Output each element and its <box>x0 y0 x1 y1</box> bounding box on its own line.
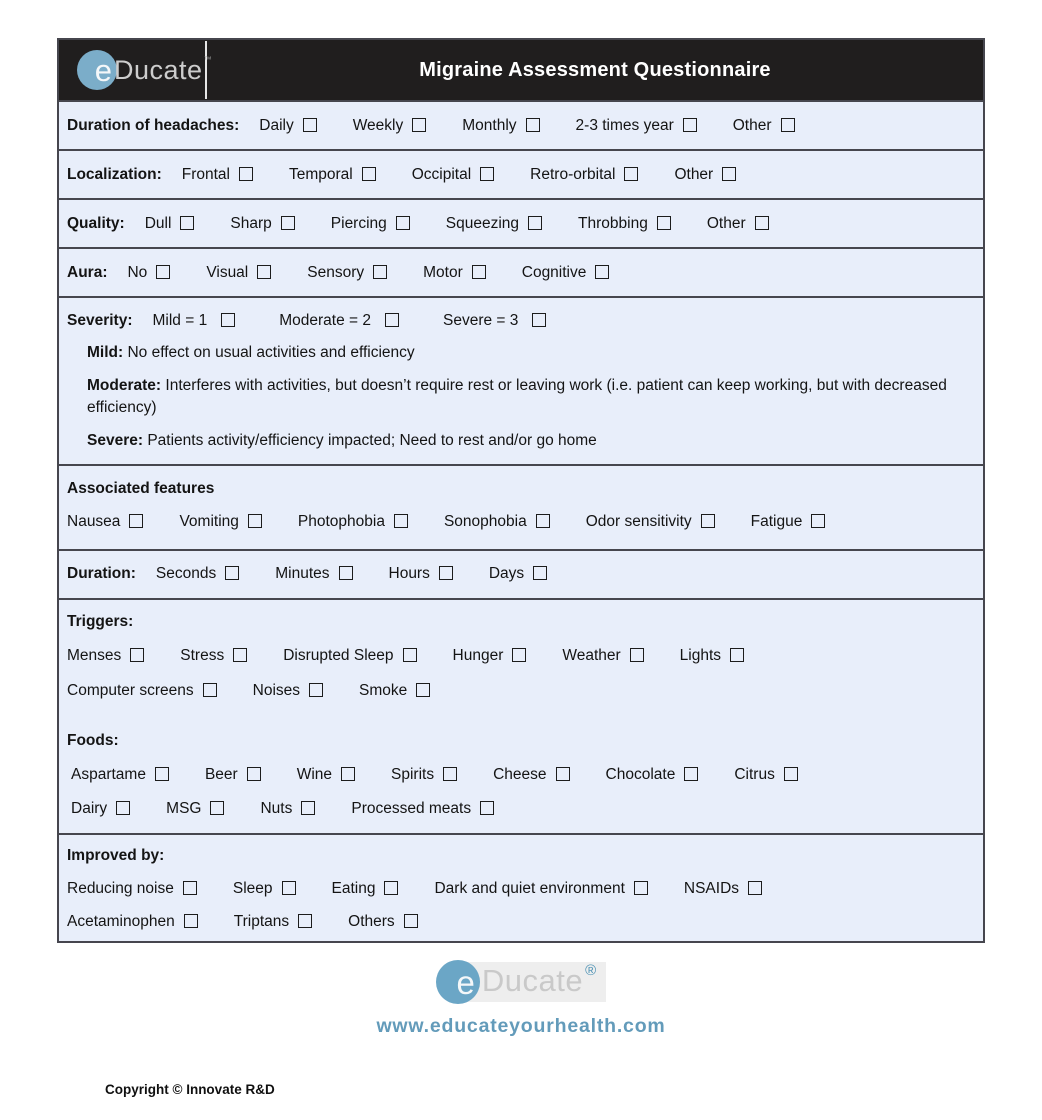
educate-logo <box>59 40 212 100</box>
section-label: Duration: <box>67 565 136 582</box>
checkbox[interactable] <box>301 801 315 815</box>
checkbox-option-label: Monthly <box>462 116 517 134</box>
checkbox[interactable] <box>512 648 526 662</box>
checkbox-option <box>707 215 769 233</box>
checkbox[interactable] <box>221 313 235 327</box>
checkbox-option-label: Sonophobia <box>443 512 527 530</box>
checkbox-option-label: Computer screens <box>67 681 194 699</box>
checkbox-option-label: Hunger <box>452 646 504 664</box>
checkbox-group <box>67 647 975 665</box>
checkbox-group <box>156 565 547 583</box>
checkbox[interactable] <box>210 801 224 815</box>
checkbox[interactable] <box>339 566 353 580</box>
checkbox-option <box>283 647 416 665</box>
checkbox[interactable] <box>755 216 769 230</box>
checkbox[interactable] <box>341 767 355 781</box>
checkbox-option <box>297 766 355 784</box>
checkbox-option-label: No <box>127 263 148 281</box>
section-severity <box>59 296 983 464</box>
checkbox[interactable] <box>416 683 430 697</box>
checkbox-option <box>453 647 527 665</box>
checkbox-option-label: Daily <box>259 116 294 134</box>
footer <box>0 960 1042 1097</box>
checkbox[interactable] <box>384 881 398 895</box>
checkbox[interactable] <box>203 683 217 697</box>
severity-term: Severe: <box>87 432 144 450</box>
checkbox[interactable] <box>239 167 253 181</box>
checkbox-option-label: Hours <box>388 565 430 582</box>
checkbox-option <box>348 913 418 931</box>
registered-symbol: ® <box>585 961 597 979</box>
checkbox[interactable] <box>298 914 312 928</box>
checkbox[interactable] <box>526 118 540 132</box>
checkbox-option <box>674 166 736 184</box>
form-header <box>59 40 983 100</box>
checkbox[interactable] <box>532 313 546 327</box>
checkbox-group <box>67 800 975 818</box>
checkbox[interactable] <box>394 514 408 528</box>
severity-text: Interferes with activities, but doesn’t require rest or leaving work (i.e. patient can keep working, but with decreased efficiency) <box>87 377 947 416</box>
checkbox-option-label: Motor <box>423 263 463 281</box>
checkbox-option <box>389 565 453 583</box>
checkbox-option-label: Sensory <box>307 263 365 281</box>
checkbox[interactable] <box>657 216 671 230</box>
checkbox-option <box>179 513 261 531</box>
checkbox-option-label: Minutes <box>275 565 330 582</box>
section-duration <box>59 549 983 598</box>
checkbox-option-label: Squeezing <box>445 214 520 232</box>
checkbox-option <box>578 215 671 233</box>
checkbox-option <box>71 800 130 818</box>
checkbox-option-label: Days <box>488 565 525 582</box>
checkbox[interactable] <box>385 313 399 327</box>
checkbox-option-label: Other <box>732 116 772 134</box>
checkbox[interactable] <box>624 167 638 181</box>
trademark-symbol: ™ <box>203 54 212 64</box>
checkbox-option <box>332 880 399 898</box>
educate-logo-text: Ducate <box>114 54 203 85</box>
section-label: Quality: <box>67 214 125 232</box>
checkbox-option-label: Dull <box>144 214 172 232</box>
checkbox[interactable] <box>748 881 762 895</box>
checkbox[interactable] <box>556 767 570 781</box>
checkbox-option-label: Other <box>706 214 746 232</box>
checkbox[interactable] <box>443 767 457 781</box>
checkbox-group <box>259 117 794 135</box>
checkbox-option <box>684 880 762 898</box>
section-label: Associated features <box>67 479 215 497</box>
checkbox-option <box>680 647 744 665</box>
checkbox-option-label: Piercing <box>330 214 387 232</box>
severity-scale-line <box>67 312 975 330</box>
checkbox-option-label: Triptans <box>233 912 290 930</box>
checkbox-option-label: Photophobia <box>297 512 385 530</box>
section-label: Duration of headaches: <box>67 116 240 134</box>
checkbox-option-label: Smoke <box>359 681 408 699</box>
checkbox-option-label: Seconds <box>155 565 217 582</box>
checkbox-option <box>233 880 296 898</box>
checkbox-option <box>489 565 547 583</box>
checkbox-option-label: Frontal <box>181 165 230 183</box>
checkbox-option-label: Processed meats <box>351 799 472 817</box>
checkbox-option <box>734 766 797 784</box>
checkbox[interactable] <box>373 265 387 279</box>
checkbox-option <box>166 800 224 818</box>
checkbox-option <box>423 264 486 282</box>
checkbox[interactable] <box>730 648 744 662</box>
checkbox-option-label: 2-3 times year <box>575 116 674 134</box>
checkbox-option <box>289 166 376 184</box>
checkbox-option <box>298 513 408 531</box>
checkbox-option <box>522 264 610 282</box>
checkbox-option-label: Fatigue <box>750 512 803 530</box>
checkbox[interactable] <box>412 118 426 132</box>
checkbox[interactable] <box>183 881 197 895</box>
checkbox[interactable] <box>403 648 417 662</box>
section-duration-of-headaches <box>59 100 983 149</box>
checkbox-option-label: Dark and quiet environment <box>434 879 625 897</box>
checkbox[interactable] <box>248 514 262 528</box>
checkbox-option-label: Wine <box>296 765 333 783</box>
checkbox-group <box>67 913 975 931</box>
checkbox-option <box>67 880 197 898</box>
checkbox-option-label: Dairy <box>71 799 108 817</box>
checkbox-option-label: Vomiting <box>179 512 239 530</box>
checkbox-option-label: Aspartame <box>71 765 146 783</box>
checkbox[interactable] <box>362 167 376 181</box>
checkbox[interactable] <box>536 514 550 528</box>
checkbox[interactable] <box>225 566 239 580</box>
checkbox-option-label: Throbbing <box>578 214 648 232</box>
checkbox-option-label: Sharp <box>230 214 272 232</box>
severity-term: Moderate: <box>87 377 162 395</box>
checkbox-option-label: Sleep <box>232 879 273 897</box>
checkbox-option-label: Beer <box>204 765 238 783</box>
checkbox[interactable] <box>683 118 697 132</box>
checkbox-option <box>307 264 387 282</box>
section-label: Severity: <box>67 312 133 329</box>
checkbox[interactable] <box>247 767 261 781</box>
checkbox-option <box>260 800 315 818</box>
checkbox-option-label: Reducing noise <box>67 879 174 897</box>
checkbox-option <box>67 513 143 531</box>
checkbox[interactable] <box>233 648 247 662</box>
checkbox[interactable] <box>404 914 418 928</box>
form-title: Migraine Assessment Questionnaire <box>419 58 771 81</box>
copyright-text: Copyright © Innovate R&D <box>105 1082 275 1097</box>
checkbox[interactable] <box>701 514 715 528</box>
checkbox[interactable] <box>528 216 542 230</box>
checkbox-option <box>353 117 427 135</box>
checkbox-option <box>127 264 170 282</box>
checkbox-option-label: Eating <box>331 879 376 897</box>
checkbox[interactable] <box>781 118 795 132</box>
checkbox[interactable] <box>439 566 453 580</box>
section-label: Localization: <box>67 165 162 183</box>
checkbox-option-label: Spirits <box>391 765 435 783</box>
checkbox[interactable] <box>257 265 271 279</box>
checkbox-option <box>351 800 494 818</box>
checkbox-option-label: Menses <box>67 646 122 664</box>
website-link[interactable]: www.educateyourhealth.com <box>376 1015 666 1037</box>
checkbox[interactable] <box>684 767 698 781</box>
checkbox-option <box>434 880 647 898</box>
educate-logo-circle-icon: e <box>436 960 480 1004</box>
checkbox-option <box>156 565 239 583</box>
checkbox-option <box>279 312 399 330</box>
educate-logo-text-wrap <box>458 962 606 1002</box>
checkbox-option <box>606 766 699 784</box>
checkbox[interactable] <box>116 801 130 815</box>
checkbox-option-label: Severe = 3 <box>442 312 519 329</box>
checkbox[interactable] <box>303 118 317 132</box>
severity-description-moderate <box>87 375 967 418</box>
checkbox-option <box>576 117 697 135</box>
checkbox-option <box>412 166 494 184</box>
checkbox-option-label: Noises <box>252 681 301 699</box>
section-label: Triggers: <box>67 612 134 630</box>
checkbox-option <box>586 513 715 531</box>
checkbox-option <box>359 682 430 700</box>
checkbox-group <box>127 264 609 282</box>
checkbox-option <box>67 682 217 700</box>
checkbox[interactable] <box>180 216 194 230</box>
checkbox[interactable] <box>472 265 486 279</box>
checkbox-group <box>67 682 975 700</box>
checkbox-option <box>443 312 546 330</box>
checkbox-option-label: Disrupted Sleep <box>283 646 394 664</box>
checkbox-option <box>253 682 323 700</box>
checkbox-group <box>145 215 769 233</box>
checkbox-option <box>275 565 352 583</box>
checkbox-option <box>259 117 316 135</box>
section-triggers <box>59 598 983 833</box>
checkbox[interactable] <box>595 265 609 279</box>
checkbox-option <box>733 117 795 135</box>
checkbox-option <box>234 913 312 931</box>
severity-description-mild <box>87 342 967 363</box>
checkbox-option-label: Citrus <box>734 765 775 783</box>
educate-logo-circle-icon: e <box>77 50 117 90</box>
checkbox-option <box>493 766 569 784</box>
checkbox-option-label: Other <box>674 165 714 183</box>
checkbox[interactable] <box>155 767 169 781</box>
checkbox-option <box>391 766 457 784</box>
checkbox-option-label: Mild = 1 <box>152 312 208 329</box>
checkbox-option <box>751 513 826 531</box>
checkbox-option <box>446 215 542 233</box>
checkbox-option <box>67 913 198 931</box>
checkbox-option <box>462 117 539 135</box>
foods-label: Foods: <box>67 731 119 749</box>
checkbox-option-label: Retro-orbital <box>530 165 616 183</box>
educate-footer-logo <box>436 960 606 1004</box>
section-quality <box>59 198 983 247</box>
checkbox[interactable] <box>156 265 170 279</box>
checkbox-option <box>444 513 550 531</box>
checkbox[interactable] <box>533 566 547 580</box>
checkbox-option <box>562 647 643 665</box>
checkbox-option <box>206 264 271 282</box>
checkbox-option <box>331 215 410 233</box>
checkbox-option-label: Visual <box>206 263 249 281</box>
questionnaire-form <box>57 38 985 943</box>
checkbox[interactable] <box>282 881 296 895</box>
checkbox-option-label: Acetaminophen <box>67 912 175 930</box>
checkbox-option <box>230 215 294 233</box>
checkbox-option-label: MSG <box>166 799 202 817</box>
checkbox[interactable] <box>309 683 323 697</box>
checkbox-option-label: Lights <box>679 646 722 664</box>
checkbox-option-label: Stress <box>180 646 225 664</box>
checkbox-group <box>152 312 546 330</box>
checkbox-group <box>67 880 975 898</box>
checkbox-option <box>67 647 144 665</box>
checkbox-option-label: Moderate = 2 <box>279 312 371 329</box>
severity-text: Patients activity/efficiency impacted; Need to rest and/or go home <box>147 432 597 450</box>
checkbox-option <box>530 166 638 184</box>
checkbox-option-label: Temporal <box>288 165 353 183</box>
checkbox-option-label: Odor sensitivity <box>585 512 692 530</box>
checkbox-option-label: Occipital <box>411 165 472 183</box>
section-improved-by <box>59 833 983 941</box>
checkbox[interactable] <box>480 801 494 815</box>
section-label: Aura: <box>67 263 108 281</box>
checkbox-option-label: Others <box>348 912 395 930</box>
checkbox[interactable] <box>630 648 644 662</box>
checkbox-option-label: Cheese <box>493 765 547 783</box>
checkbox-option <box>71 766 169 784</box>
checkbox-group <box>67 513 975 531</box>
severity-text: No effect on usual activities and efficiency <box>127 344 415 361</box>
section-label: Improved by: <box>67 846 165 864</box>
educate-logo-text: Ducate <box>481 963 584 998</box>
checkbox-option-label: NSAIDs <box>683 879 740 897</box>
checkbox[interactable] <box>130 648 144 662</box>
checkbox-option <box>145 215 195 233</box>
checkbox-option <box>182 166 253 184</box>
checkbox-option <box>205 766 261 784</box>
checkbox[interactable] <box>396 216 410 230</box>
checkbox-option <box>180 647 247 665</box>
checkbox-option-label: Chocolate <box>605 765 676 783</box>
section-associated-features <box>59 464 983 549</box>
checkbox-option <box>152 312 235 330</box>
severity-description-severe <box>87 430 967 451</box>
checkbox[interactable] <box>129 514 143 528</box>
checkbox[interactable] <box>480 167 494 181</box>
checkbox[interactable] <box>811 514 825 528</box>
checkbox-group <box>182 166 736 184</box>
checkbox[interactable] <box>184 914 198 928</box>
checkbox-option-label: Cognitive <box>521 263 587 281</box>
checkbox-option-label: Nuts <box>260 799 293 817</box>
checkbox[interactable] <box>634 881 648 895</box>
checkbox-option-label: Weather <box>562 646 621 664</box>
checkbox-option-label: Weekly <box>352 116 404 134</box>
checkbox[interactable] <box>722 167 736 181</box>
severity-term: Mild: <box>87 344 124 361</box>
section-localization <box>59 149 983 198</box>
section-aura <box>59 247 983 296</box>
checkbox[interactable] <box>784 767 798 781</box>
checkbox-group <box>67 766 975 784</box>
checkbox-option-label: Nausea <box>67 512 121 530</box>
checkbox[interactable] <box>281 216 295 230</box>
